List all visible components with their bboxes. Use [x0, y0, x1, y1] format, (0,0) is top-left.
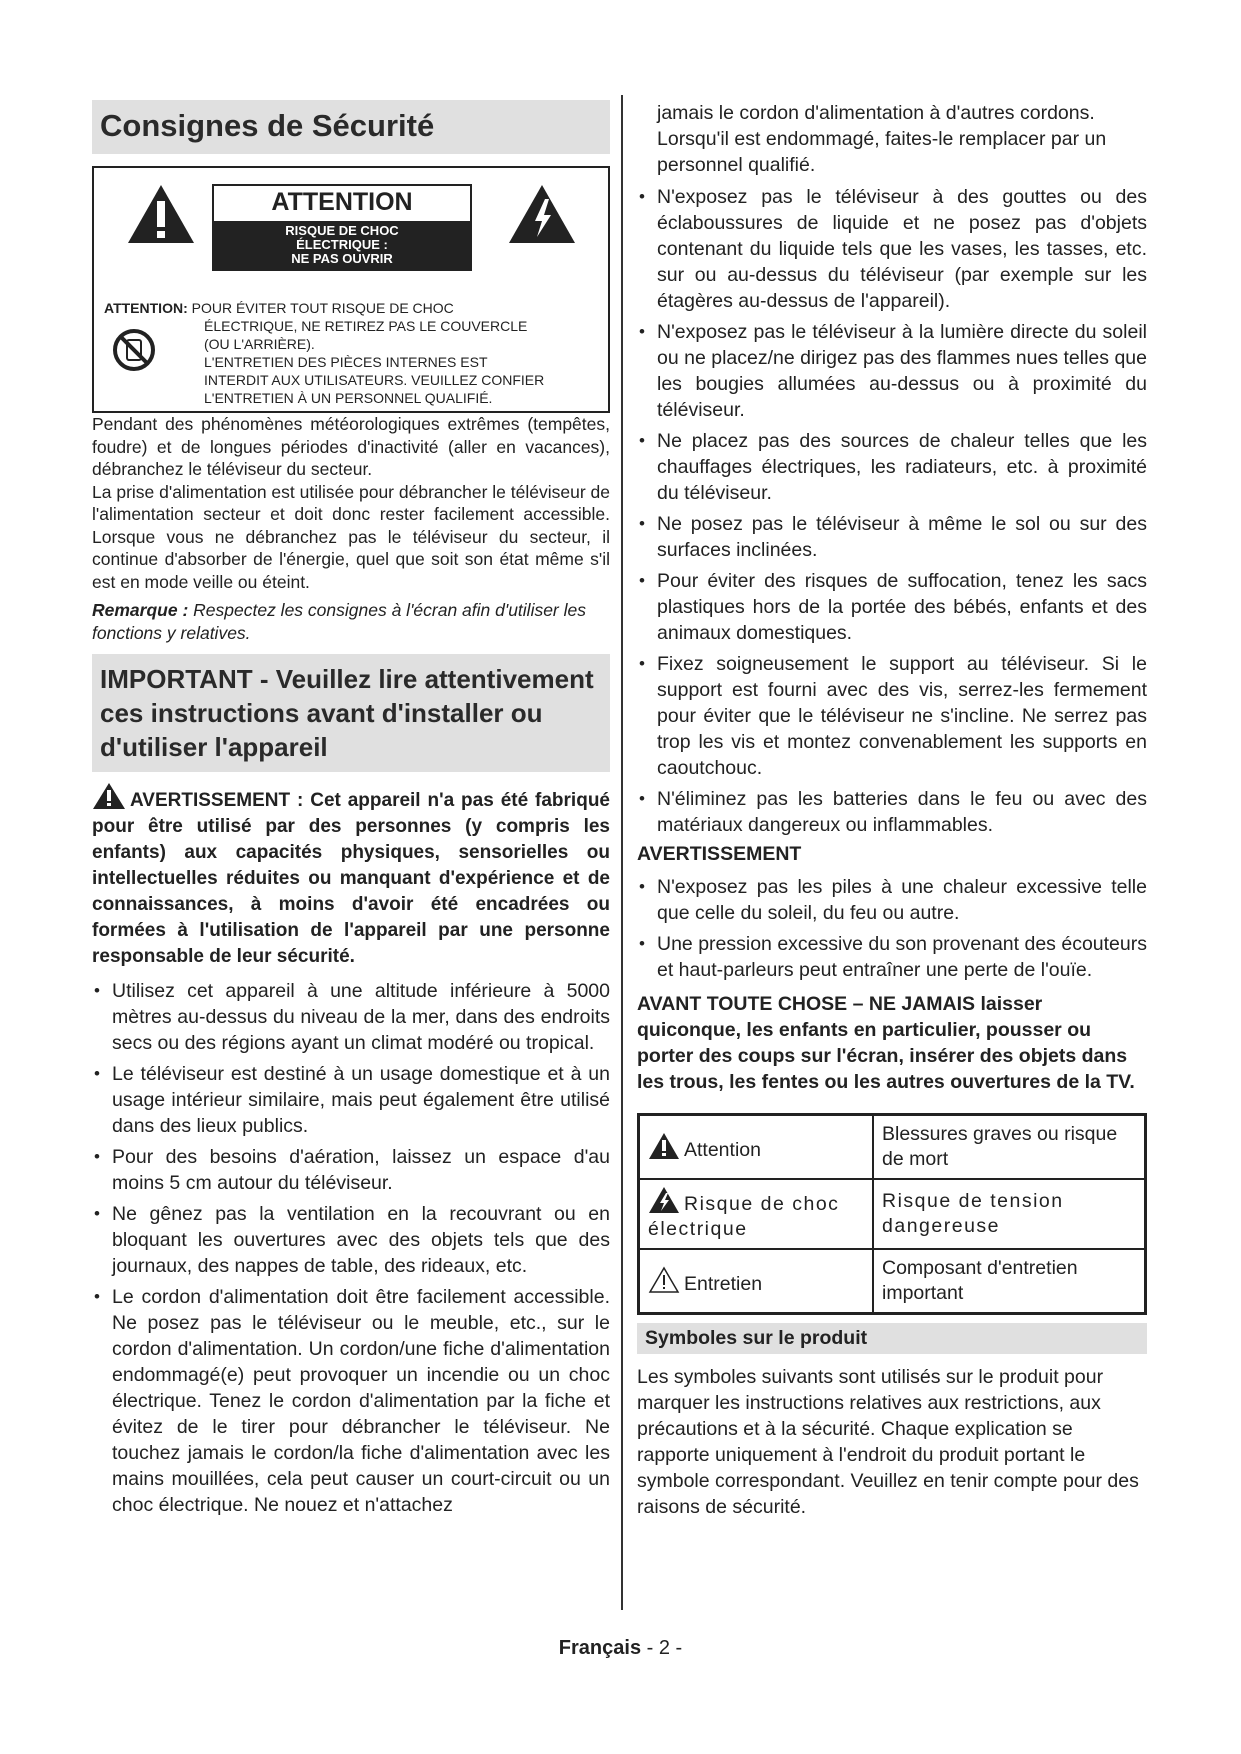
left-bullet-list: [92, 978, 610, 1518]
list-item: • N'exposez pas le téléviseur à des gouttes ou des éclaboussures de liquide et ne posez pas d'objets contenant du liquide tels que les vases, les tasses, etc. sur ou au-dessus du téléviseur (par exemple sur les étagères au-dessus de l'appareil).: [637, 184, 1147, 314]
list-item: • Pour éviter des risques de suffocation, tenez les sacs plastiques hors de la portée des bébés, enfants et des animaux domestiques.: [637, 568, 1147, 646]
electric-shock-icon: [648, 1186, 680, 1214]
service-warning-icon: [648, 1266, 680, 1294]
table-cell: Composant d'entretien important: [873, 1249, 1146, 1314]
risk-block: [214, 221, 470, 269]
attention-line: INTERDIT AUX UTILISATEURS. VEUILLEZ CONFIER: [204, 372, 545, 388]
table-cell: [639, 1249, 874, 1314]
table-row: [639, 1179, 1146, 1249]
symbol-label: Entretien: [684, 1272, 763, 1295]
list-item: • Pour des besoins d'aération, laissez un espace d'au moins 5 cm autour du téléviseur.: [92, 1144, 610, 1196]
attention-line: ÉLECTRIQUE, NE RETIREZ PAS LE COUVERCLE: [204, 318, 528, 334]
column-divider: [621, 95, 623, 1610]
weather-paragraph: Pendant des phénomènes météorologiques extrêmes (tempêtes, foudre) et de longues périodes d'inactivité (aller en vacances), débranchez le téléviseur du secteur.: [92, 414, 610, 479]
list-item: • Une pression excessive du son provenant des écouteurs et haut-parleurs peut entraîner une perte de l'ouïe.: [637, 931, 1147, 983]
symbols-heading: Symboles sur le produit: [637, 1323, 1147, 1354]
continued-text: jamais le cordon d'alimentation à d'autres cordons. Lorsqu'il est endommagé, faites-le remplacer par un personnel qualifié.: [657, 102, 1107, 176]
page-title: Consignes de Sécurité: [92, 100, 610, 154]
warning-exclamation-icon: [126, 183, 196, 245]
warning-paragraph: [92, 782, 610, 970]
attention-line: POUR ÉVITER TOUT RISQUE DE CHOC: [187, 300, 454, 316]
table-cell: [639, 1115, 874, 1180]
list-item: • Ne gênez pas la ventilation en la recouvrant ou en bloquant les ouvertures avec des objets tels que des journaux, des nappes de table, des rideaux, etc.: [92, 1201, 610, 1279]
footer-language: Français: [558, 1637, 642, 1659]
attention-line: (OU L'ARRIÈRE).: [204, 336, 315, 352]
right-bullet-list: [637, 184, 1147, 838]
warning-text: AVERTISSEMENT : Cet appareil n'a pas été fabriqué pour être utilisé par des personnes (y compris les enfants) aux capacités physiques, sensorielles ou intellectuelles réduites ou manquant d'expérience et de connaissances, à moins d'avoir été encadrées ou formées à l'utilisation de l'appareil par une personne responsable de leur sécurité.: [92, 790, 610, 967]
table-cell: [639, 1179, 874, 1249]
attention-box: [92, 166, 610, 413]
symbol-label: Risque de choc électrique: [648, 1193, 840, 1240]
risk-line: NE PAS OUVRIR: [291, 251, 393, 266]
electric-shock-icon: [507, 183, 577, 245]
important-heading: IMPORTANT - Veuillez lire attentivement ces instructions avant d'installer ou d'utiliser l'appareil: [92, 654, 610, 772]
attention-line: L'ENTRETIEN À UN PERSONNEL QUALIFIÉ.: [204, 390, 493, 406]
page-footer: [0, 1637, 1241, 1660]
avertissement-heading: AVERTISSEMENT: [637, 843, 802, 865]
list-item: • Fixez soigneusement le support au téléviseur. Si le support est fourni avec des vis, serrez-les fermement pour éviter que le téléviseur ne s'incline. Ne serrez pas trop les vis et montez convenablement les supports en caoutchouc.: [637, 651, 1147, 781]
symbol-label: Attention: [684, 1138, 761, 1161]
list-item: • N'éliminez pas les batteries dans le feu ou avec des matériaux dangereux ou inflammables.: [637, 786, 1147, 838]
table-row: [639, 1115, 1146, 1180]
list-item: • Ne posez pas le téléviseur à même le sol ou sur des surfaces inclinées.: [637, 511, 1147, 563]
no-open-icon: [112, 328, 156, 372]
attention-line: L'ENTRETIEN DES PIÈCES INTERNES EST: [204, 354, 488, 370]
power-plug-paragraph: La prise d'alimentation est utilisée pour débrancher le téléviseur de l'alimentation secteur et doit donc rester facilement accessible. Lorsque vous ne débranchez pas le téléviseur du secteur, il continue d'absorber de l'énergie, quel que soit son état même s'il est en mode veille ou éteint.: [92, 481, 610, 592]
remark-label: Remarque :: [92, 600, 189, 620]
symbol-table: [637, 1113, 1147, 1315]
list-item: • Le cordon d'alimentation doit être facilement accessible. Ne posez pas le téléviseur ou le meuble, etc., sur le cordon d'alimentation. Un cordon/une fiche d'alimentation endommagé(e) peut provoquer un incendie ou un choc électrique. Tenez le cordon d'alimentation par la fiche et évitez de le tirer pour débrancher le téléviseur. Ne touchez jamais le cordon/la fiche d'alimentation avec les mains mouillées, cela peut causer un court-circuit ou un choc électrique. Ne nouez et n'attachez: [92, 1284, 610, 1518]
attention-label: [212, 184, 472, 271]
attention-header: ATTENTION: [271, 188, 413, 216]
list-item: • N'exposez pas le téléviseur à la lumière directe du soleil ou ne placez/ne dirigez pas des flammes nues telles que les bougies allumées au-dessus ou à proximité du téléviseur.: [637, 319, 1147, 423]
warning-icon: [648, 1132, 680, 1160]
risk-line: ÉLECTRIQUE :: [296, 237, 388, 252]
avant-paragraph: AVANT TOUTE CHOSE – NE JAMAIS laisser quiconque, les enfants en particulier, pousser ou porter des coups sur l'écran, insérer des objets dans les trous, les fentes ou les autres ouvertures de la TV.: [637, 993, 1135, 1093]
list-item: • Le téléviseur est destiné à un usage domestique et à un usage intérieur similaire, mais peut également être utilisé dans des lieux publics.: [92, 1061, 610, 1139]
remark: [92, 599, 610, 644]
list-item: • Utilisez cet appareil à une altitude inférieure à 5000 mètres au-dessus du niveau de la mer, dans des endroits secs ou des régions ayant un climat modéré ou tropical.: [92, 978, 610, 1056]
avert-bullet-list: [637, 874, 1147, 983]
remark-text: Respectez les consignes à l'écran afin d'utiliser les fonctions y relatives.: [92, 600, 586, 643]
attention-text: [104, 299, 594, 407]
table-cell: Risque de tension dangereuse: [873, 1179, 1146, 1249]
attention-text-label: ATTENTION:: [104, 300, 188, 316]
page-number: - 2 -: [641, 1637, 683, 1659]
symbols-paragraph: Les symboles suivants sont utilisés sur le produit pour marquer les instructions relatives aux restrictions, aux précautions et à la sécurité. Chaque explication se rapporte uniquement à l'endroit du produit portant le symbole correspondant. Veuillez en tenir compte pour des raisons de sécurité.: [637, 1366, 1139, 1518]
list-item: • Ne placez pas des sources de chaleur telles que les chauffages électriques, les radiateurs, etc. à proximité du téléviseur.: [637, 428, 1147, 506]
risk-line: RISQUE DE CHOC: [285, 223, 399, 238]
table-cell: Blessures graves ou risque de mort: [873, 1115, 1146, 1180]
left-column: [92, 100, 610, 1523]
list-item: • N'exposez pas les piles à une chaleur excessive telle que celle du soleil, du feu ou autre.: [637, 874, 1147, 926]
warning-icon: [92, 782, 126, 810]
table-row: [639, 1249, 1146, 1314]
right-column: [637, 100, 1147, 1520]
